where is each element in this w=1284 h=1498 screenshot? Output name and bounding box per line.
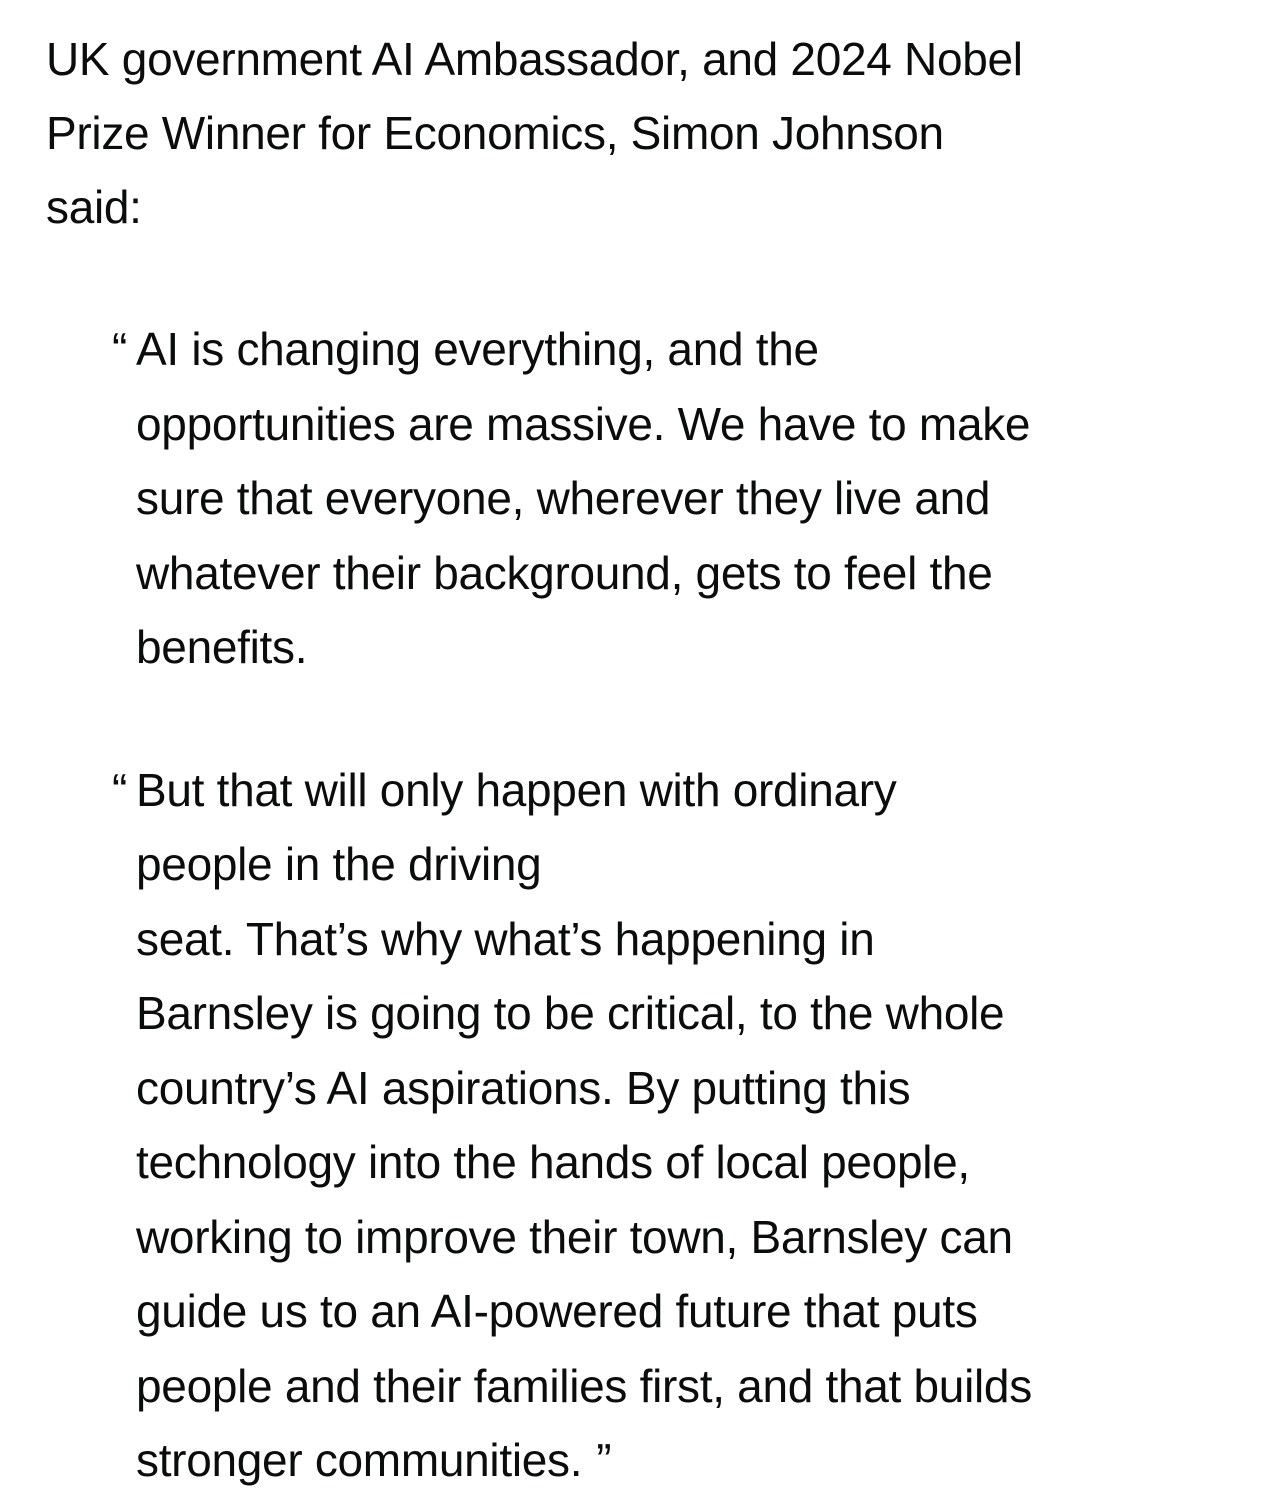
intro-line: said: <box>46 181 142 233</box>
quote-line: working to improve their town, Barnsley can <box>136 1210 1013 1263</box>
intro-line: Prize Winner for Economics, Simon Johnson <box>46 107 944 159</box>
quote-line: But that will only happen with ordinary <box>136 763 897 816</box>
quote-line: seat. That’s why what’s happening in <box>136 912 875 965</box>
quote-line: guide us to an AI-powered future that puts <box>136 1285 978 1337</box>
intro-paragraph <box>46 22 1266 244</box>
quote-line: opportunities are massive. We have to make <box>136 397 1031 450</box>
quote-line: AI is changing everything, and the <box>136 323 819 375</box>
quote-line: technology into the hands of local people, <box>136 1136 970 1188</box>
open-quote-mark: “ <box>112 323 128 375</box>
quote-line-text: stronger communities. <box>136 1434 583 1486</box>
open-quote-mark: “ <box>112 763 128 816</box>
quote-line: Barnsley is going to be critical, to the whole <box>136 987 1005 1039</box>
quote-line: people in the driving <box>136 838 542 890</box>
close-quote-mark: ” <box>596 1434 612 1486</box>
quote-last-line <box>136 1423 1266 1498</box>
quote-block <box>46 312 1266 685</box>
quote-line: sure that everyone, wherever they live and <box>136 472 991 524</box>
quote-line: whatever their background, gets to feel the <box>136 546 993 599</box>
quote-line: people and their families first, and that builds <box>136 1359 1032 1412</box>
intro-line: UK government AI Ambassador, and 2024 Nobel <box>46 33 1023 85</box>
quote-block <box>46 753 1266 1498</box>
quote-line: benefits. <box>136 621 308 673</box>
quote-line: country’s AI aspirations. By putting this <box>136 1061 911 1114</box>
article-body <box>46 22 1266 1498</box>
